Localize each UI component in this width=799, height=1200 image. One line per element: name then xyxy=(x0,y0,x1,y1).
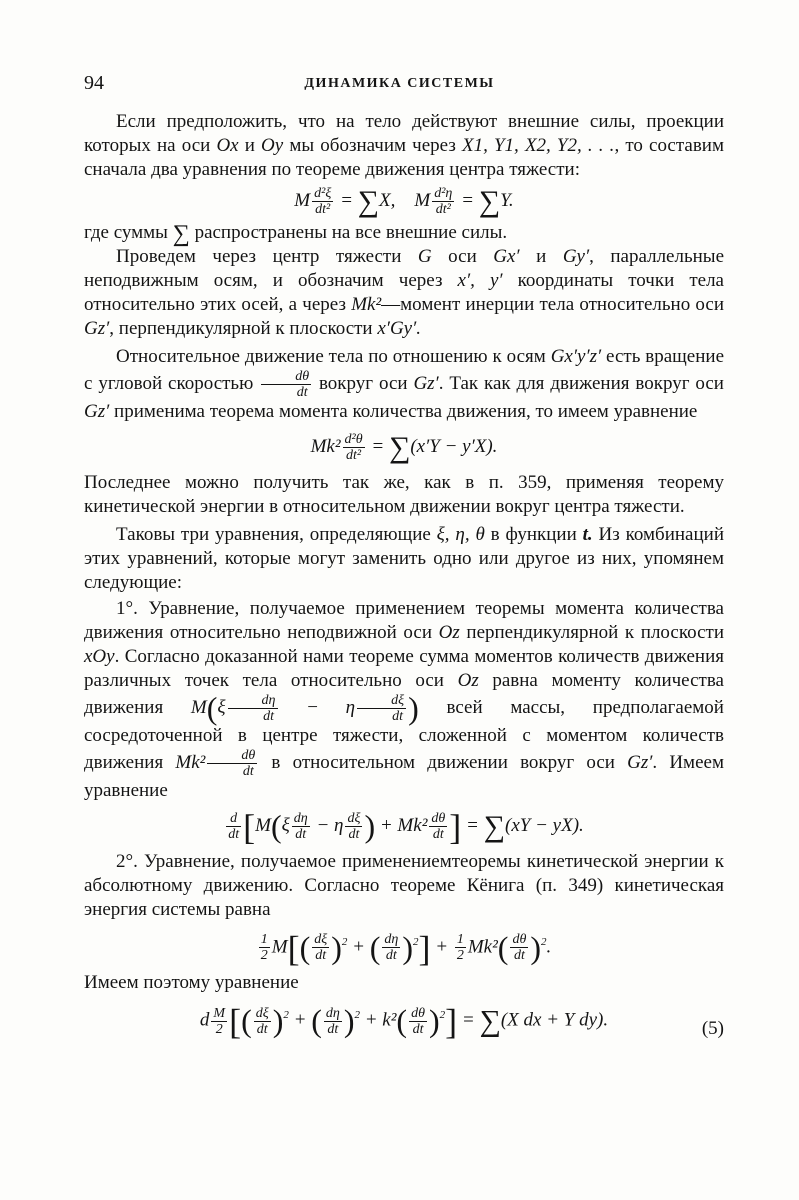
running-head: ДИНАМИКА СИСТЕМЫ xyxy=(304,76,495,91)
paragraph-kinetic-energy-relative: Последнее можно получить так же, как в п. 359, применяя теорему кинетической энергии в относительном движении вокруг центра тяжести. xyxy=(84,472,724,517)
paragraph-sums: где суммы ∑ распространены на все внешние силы. xyxy=(84,221,508,247)
equation-number: (5) xyxy=(701,1018,724,1040)
paragraph-therefore: Имеем поэтому уравнение xyxy=(84,972,299,994)
paragraph-relative-motion: Относительное движение тела по отношению к осям Gx′y′z′ есть вращение с угловой скоростью $\frac{d\theta}{dt}$ вокруг оси Gz′. Так как для движения вокруг оси Gz′ применима теорема момента количества движения, то имеем уравнение xyxy=(84,346,724,422)
equation-angular-momentum: $\frac{d}{dt}$ [M(ξ $\frac{d\eta}{dt}$ − η $\frac{d\xi}{dt}$ ) + Mk² $\frac{d\theta}{dt}$ ] = ∑(xY − yX). xyxy=(228,806,584,847)
paragraph-second-consequence: 2°. Уравнение, получаемое применениемтеоремы кинетической энергии к абсолютному движению. Согласно теореме Кёнига (п. 349) кинетическая энергия системы равна xyxy=(84,851,724,920)
paragraph-external-forces: Если предположить, что на тело действуют внешние силы, проекции которых на оси Ox и Oy мы обозначим через X1, Y1, X2, Y2, . . ., то составим сначала два уравнения по теореме движения центра тяжести: xyxy=(84,111,724,180)
equation-koenig: $\frac{1}{2}$ M[( $\frac{d\xi}{dt}$ )$^2$ + ( $\frac{d\eta}{dt}$ )$^2$] + $\frac{1}{2}$ Mk²( $\frac{d\theta}{dt}$ )$^2$. xyxy=(260,928,552,969)
page-body xyxy=(84,110,724,1045)
paragraph-first-consequence: 1°. Уравнение, получаемое применением теоремы момента количества движения относительно неподвижной оси Oz перпендикулярной к плоскости xOy. Согласно доказанной нами теореме сумма моментов количеств движения различных точек тела относительно оси Oz равна моменту количества движения M(ξ $\frac{d\eta}{dt}$ − η $\frac{d\xi}{dt}$ ) всей массы, предполагаемой сосредоточенной в центре тяжести, сложенной с моментом количеств движения Mk² $\frac{d\theta}{dt}$ в относительном движении вокруг оси Gz′. Имеем уравнение xyxy=(84,598,724,801)
equation-rotation: Mk² $\frac{\text{d²θ}}{\text{dt²}}$ = ∑(x′Y − y′X). xyxy=(310,430,498,464)
paragraph-three-equations: Таковы три уравнения, определяющие ξ, η, θ в функции t. Из комбинаций этих уравнений, которые могут заменить одно или другое из них, упомянем следующие: xyxy=(84,524,724,593)
equation-energy: d $\frac{M}{2}$ [( $\frac{d\xi}{dt}$ )$^2$ + ( $\frac{d\eta}{dt}$ )$^2$ + k²( $\frac{d\theta}{dt}$ )$^2$] = ∑(X dx + Y dy). (5) xyxy=(199,1001,724,1042)
paragraph-moving-axes: Проведем через центр тяжести G оси Gx′ и Gy′, параллельные неподвижным осям, и обозначим через x′, y′ координаты точки тела относительно этих осей, а через Mk²—момент инерции тела относительно оси Gz′, перпендикулярной к плоскости x′Gy′. xyxy=(84,246,725,339)
equation-center-of-mass: M $\frac{\text{d²ξ}}{\text{dt²}}$ = ∑X, M $\frac{\text{d²η}}{\text{dt²}}$ = ∑Y. xyxy=(294,184,514,218)
page-number: 94 xyxy=(84,72,104,94)
